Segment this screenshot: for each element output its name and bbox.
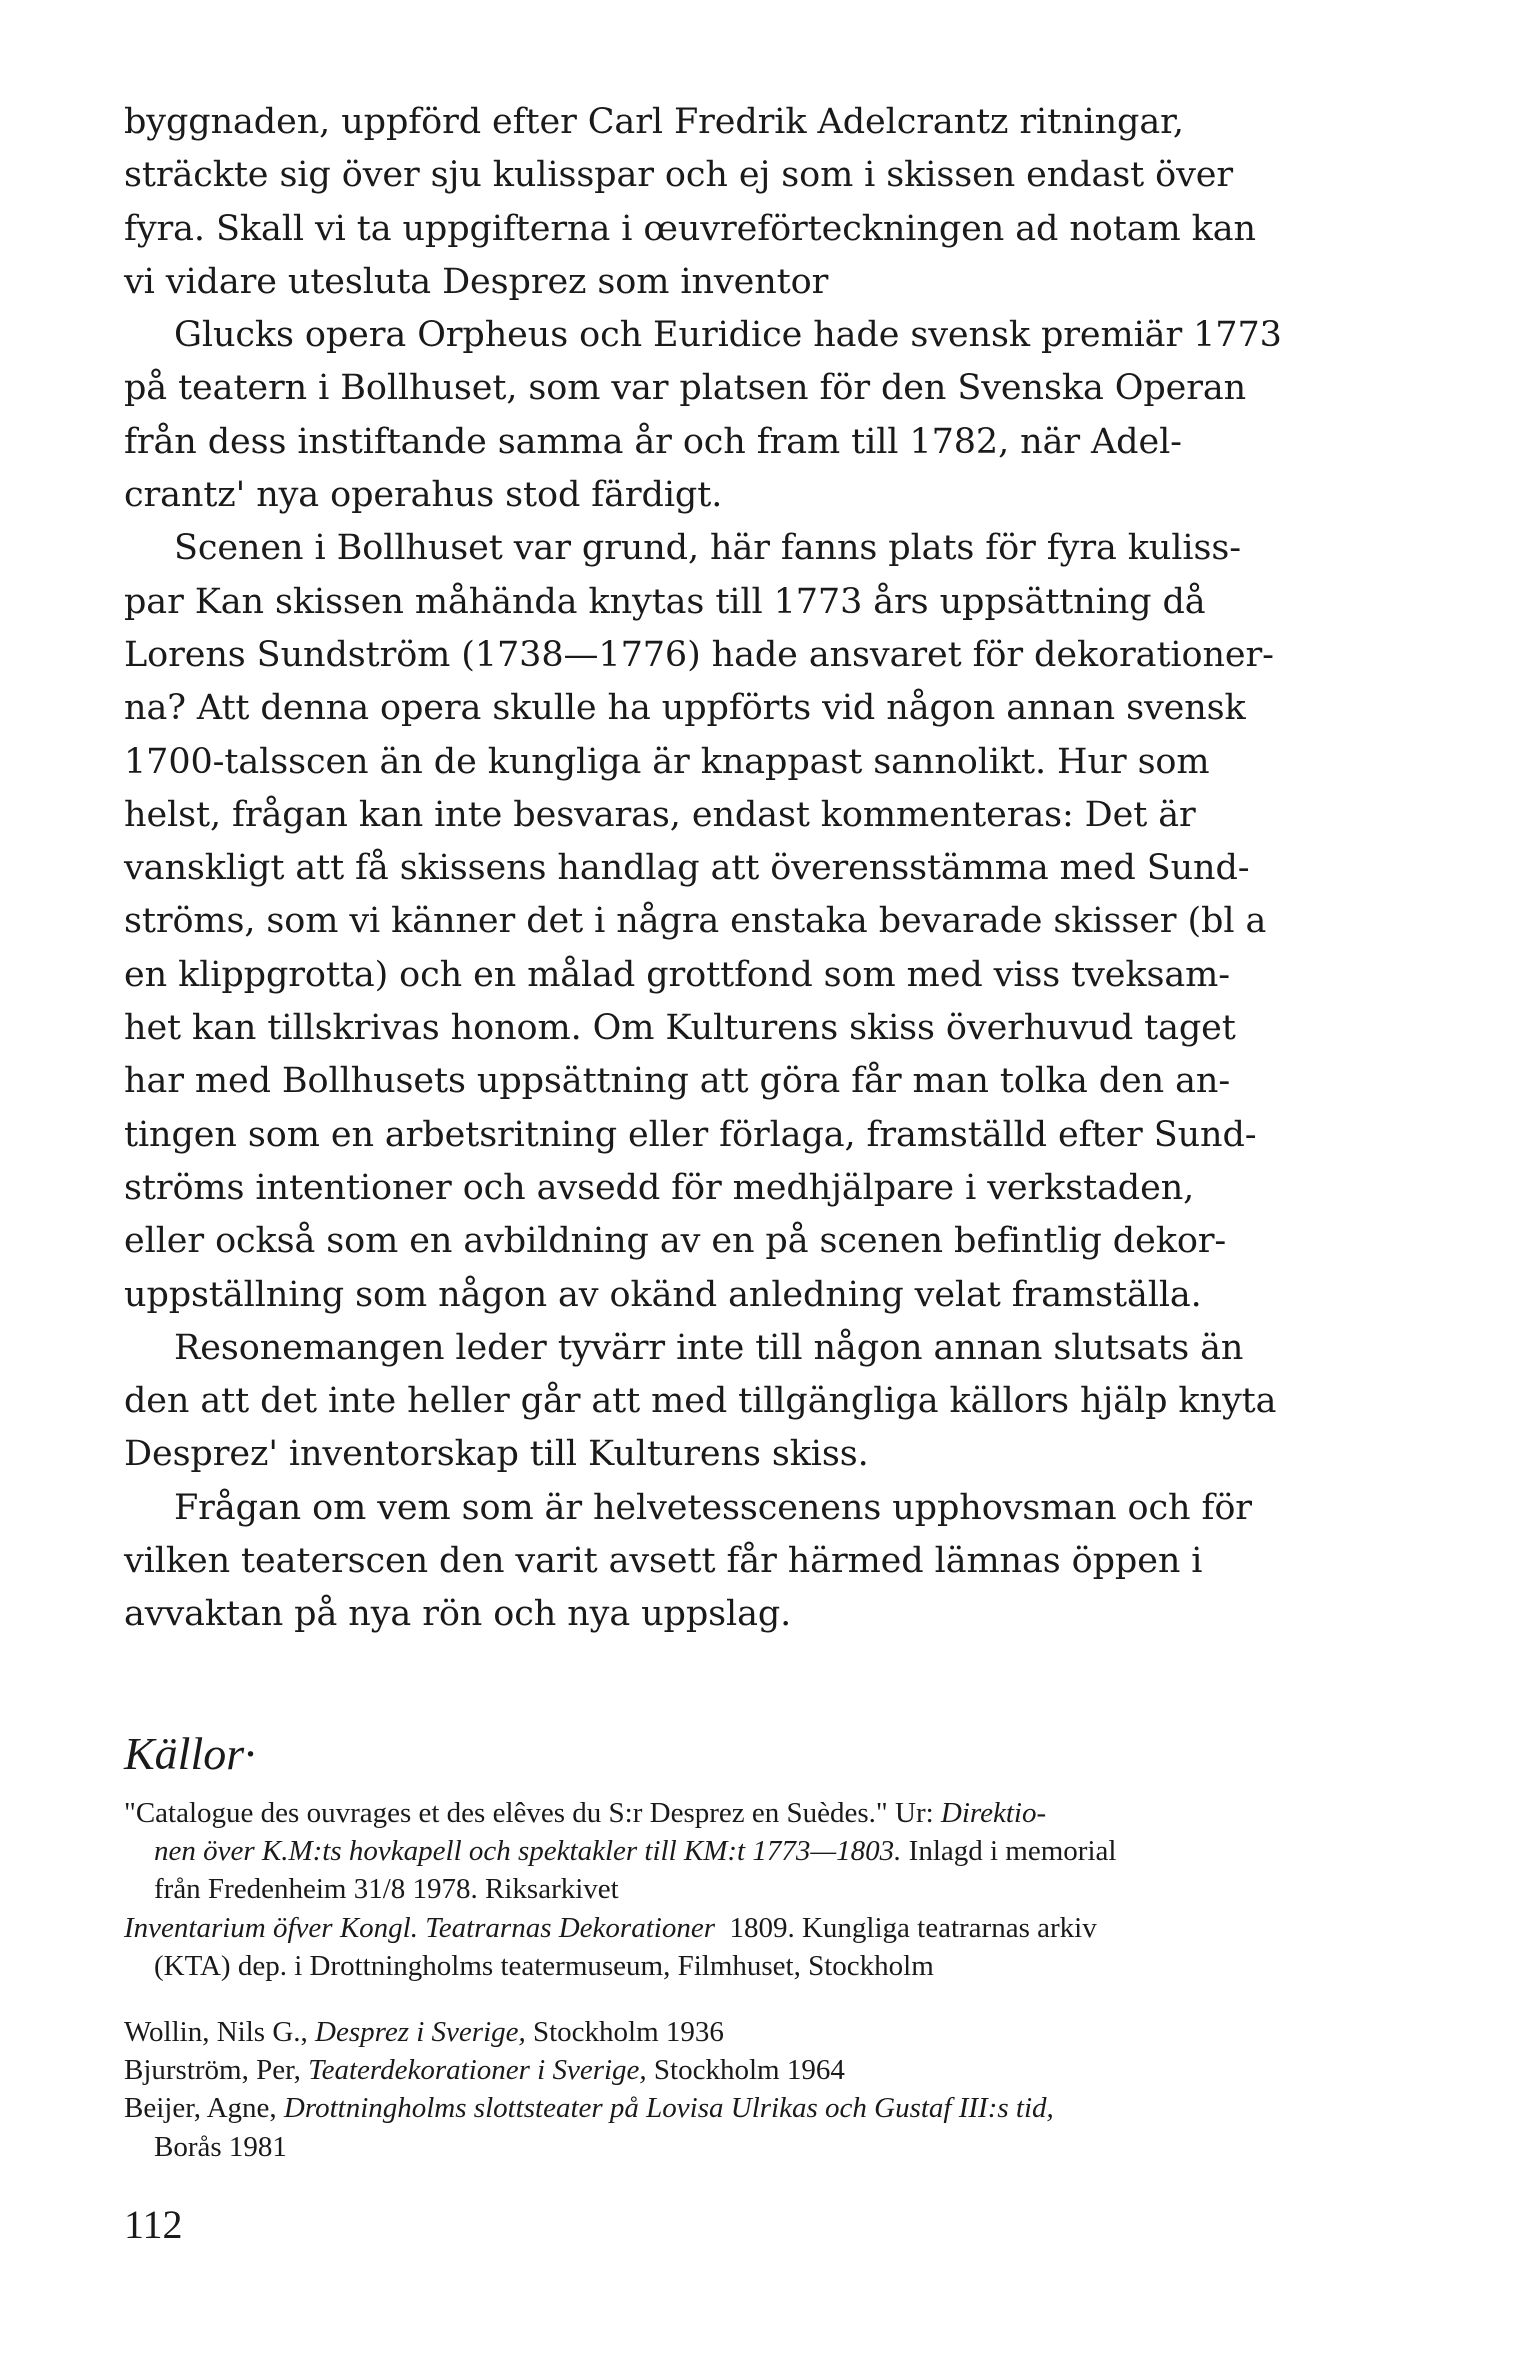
source-title: Desprez i Sverige, <box>315 2016 526 2049</box>
text-line: på teatern i Bollhuset, som var platsen för den Svenska Operan <box>124 368 1247 409</box>
spacer <box>124 1985 1364 2013</box>
source-text: 1809. Kungliga teatrarnas arkiv <box>714 1911 1097 1944</box>
source-line <box>124 1909 1364 1947</box>
text-line: par Kan skissen måhända knytas till 1773 års uppsättning då <box>124 581 1206 622</box>
source-entry <box>124 2051 1364 2089</box>
text-line: Lorens Sundström (1738—1776) hade ansvaret för dekorationer- <box>124 634 1274 675</box>
source-title: Direktio- <box>940 1797 1047 1829</box>
paragraph-3 <box>124 522 1324 1321</box>
source-entry <box>124 2089 1364 2165</box>
text-line: sträckte sig över sju kulisspar och ej som i skissen endast över <box>124 155 1234 196</box>
source-line: Borås 1981 <box>154 2130 287 2163</box>
source-line <box>124 1794 1364 1832</box>
sources-list <box>124 1794 1364 2166</box>
paragraph-4 <box>124 1322 1324 1482</box>
source-entry <box>124 1909 1364 1985</box>
text-line: en klippgrotta) och en målad grottfond som med viss tveksam- <box>124 954 1230 995</box>
text-line: het kan tillskrivas honom. Om Kulturens skiss överhuvud taget <box>124 1008 1236 1049</box>
source-line: från Fredenheim 31/8 1978. Riksarkivet <box>154 1873 619 1906</box>
source-line <box>124 2089 1364 2127</box>
text-line: avvaktan på nya rön och nya uppslag. <box>124 1594 792 1635</box>
text-line: Glucks opera Orpheus och Euridice hade svensk premiär 1773 <box>174 315 1282 356</box>
text-line: ströms, som vi känner det i några enstaka bevarade skisser (bl a <box>124 901 1267 942</box>
body-text <box>124 96 1324 1642</box>
text-line: Scenen i Bollhuset var grund, här fanns plats för fyra kuliss- <box>174 528 1241 569</box>
text-line: den att det inte heller går att med tillgängliga källors hjälp knyta <box>124 1381 1277 1422</box>
text-line: helst, frågan kan inte besvaras, endast kommenteras: Det är <box>124 794 1196 835</box>
source-text: Stockholm 1964 <box>646 2054 845 2087</box>
text-line: vi vidare utesluta Desprez som inventor <box>124 261 829 302</box>
source-entry <box>124 1794 1364 1909</box>
text-line: Desprez' inventorskap till Kulturens skiss. <box>124 1434 869 1475</box>
source-title: Inventarium öfver Kongl. Teatrarnas Dekorationer <box>124 1911 715 1944</box>
source-author: Wollin, Nils G., <box>124 2016 316 2049</box>
text-line: crantz' nya operahus stod färdigt. <box>124 475 723 516</box>
paragraph-5 <box>124 1482 1324 1642</box>
source-title: Teaterdekorationer i Sverige, <box>308 2054 647 2087</box>
text-line: ströms intentioner och avsedd för medhjälpare i verkstaden, <box>124 1167 1195 1208</box>
source-title: nen över K.M:ts hovkapell och spektakler till KM:t 1773—1803. <box>154 1835 902 1868</box>
paragraph-1 <box>124 96 1324 309</box>
source-entry <box>124 2013 1364 2051</box>
text-line: eller också som en avbildning av en på scenen befintlig dekor- <box>124 1221 1227 1262</box>
paragraph-2 <box>124 309 1324 522</box>
text-line: har med Bollhusets uppsättning att göra får man tolka den an- <box>124 1061 1231 1102</box>
text-line: byggnaden, uppförd efter Carl Fredrik Adelcrantz ritningar, <box>124 102 1184 142</box>
sources-heading: Källor· <box>124 1728 256 1779</box>
text-line: na? Att denna opera skulle ha uppförts vid någon annan svensk <box>124 688 1246 729</box>
source-text: Inlagd i memorial <box>901 1835 1117 1868</box>
source-line <box>124 2013 1364 2051</box>
source-text: "Catalogue des ouvrages et des elêves du S:r Desprez en Suèdes." Ur: <box>124 1797 941 1829</box>
text-line: Frågan om vem som är helvetesscenens upphovsman och för <box>174 1487 1252 1528</box>
text-line: vanskligt att få skissens handlag att överensstämma med Sund- <box>124 848 1250 889</box>
page-number: 112 <box>124 2202 183 2247</box>
source-author: Bjurström, Per, <box>124 2054 309 2087</box>
text-line: uppställning som någon av okänd anledning velat framställa. <box>124 1274 1202 1315</box>
text-line: från dess instiftande samma år och fram till 1782, när Adel- <box>124 421 1182 462</box>
text-line: fyra. Skall vi ta uppgifterna i œuvreförteckningen ad notam kan <box>124 208 1256 249</box>
source-line <box>124 1832 1364 1870</box>
source-text: Stockholm 1936 <box>525 2016 724 2049</box>
source-title: Drottningholms slottsteater på Lovisa Ulrikas och Gustaf III:s tid, <box>283 2092 1054 2125</box>
text-line: Resonemangen leder tyvärr inte till någon annan slutsats än <box>174 1327 1244 1368</box>
source-line <box>124 2051 1364 2089</box>
source-line: (KTA) dep. i Drottningholms teatermuseum, Filmhuset, Stockholm <box>154 1949 934 1982</box>
text-line: vilken teaterscen den varit avsett får härmed lämnas öppen i <box>124 1541 1203 1582</box>
text-line: 1700-talsscen än de kungliga är knappast sannolikt. Hur som <box>124 741 1210 782</box>
text-line: tingen som en arbetsritning eller förlaga, framställd efter Sund- <box>124 1114 1257 1155</box>
source-author: Beijer, Agne, <box>124 2092 284 2125</box>
